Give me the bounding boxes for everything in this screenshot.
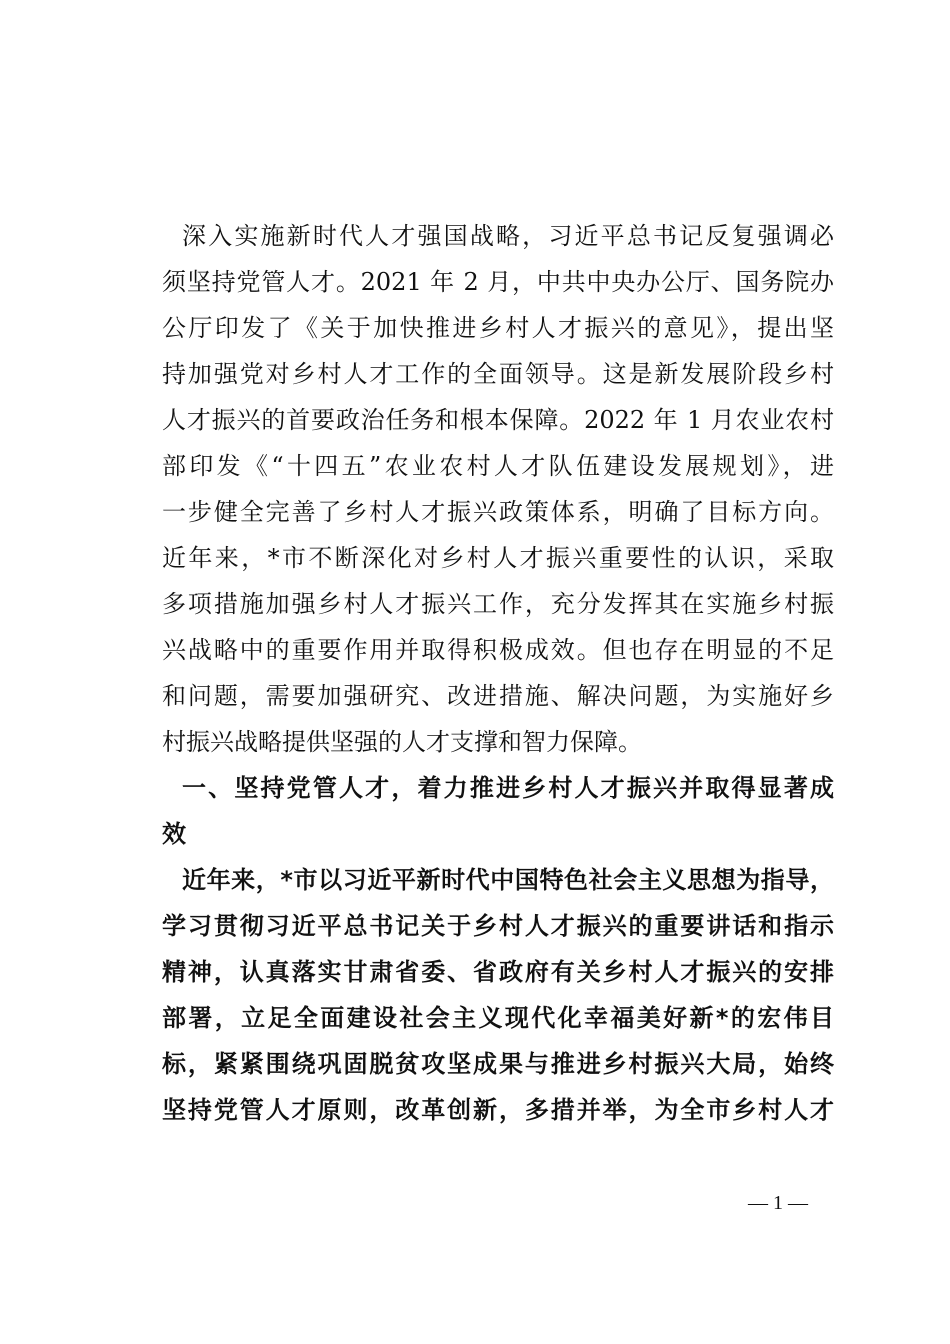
section-body-line: 近年来，*市以习近平新时代中国特色社会主义思想为指导， [182,866,834,894]
intro-line: 人才振兴的首要政治任务和根本保障。2022 年 1 月农业农村 [162,406,834,434]
section-body-line: 学习贯彻习近平总书记关于乡村人才振兴的重要讲话和指示 [162,912,834,940]
section-heading: 一、坚持党管人才，着力推进乡村人才振兴并取得显著成 [182,774,834,802]
section-body-line: 标，紧紧围绕巩固脱贫攻坚成果与推进乡村振兴大局，始终 [162,1050,834,1078]
section-body-line: 部署，立足全面建设社会主义现代化幸福美好新*的宏伟目 [162,1004,834,1032]
intro-line: 须坚持党管人才。2021 年 2 月，中共中央办公厅、国务院办 [162,268,834,296]
intro-line: 多项措施加强乡村人才振兴工作，充分发挥其在实施乡村振 [162,590,834,618]
intro-line: 近年来，*市不断深化对乡村人才振兴重要性的认识，采取 [162,544,834,572]
intro-line: 一步健全完善了乡村人才振兴政策体系，明确了目标方向。 [162,498,834,526]
intro-line: 兴战略中的重要作用并取得积极成效。但也存在明显的不足 [162,636,834,664]
page-number-text: — 1 — [748,1192,808,1214]
section-heading: 效 [162,820,186,848]
section-body-line: 坚持党管人才原则，改革创新，多措并举，为全市乡村人才 [162,1096,834,1124]
intro-line: 深入实施新时代人才强国战略，习近平总书记反复强调必 [182,222,834,250]
section-body-line: 精神，认真落实甘肃省委、省政府有关乡村人才振兴的安排 [162,958,834,986]
intro-line: 持加强党对乡村人才工作的全面领导。这是新发展阶段乡村 [162,360,834,388]
intro-line: 部印发《“十四五”农业农村人才队伍建设发展规划》，进 [162,452,834,480]
intro-line: 公厅印发了《关于加快推进乡村人才振兴的意见》，提出坚 [162,314,834,342]
intro-line: 和问题，需要加强研究、改进措施、解决问题，为实施好乡 [162,682,834,710]
intro-line: 村振兴战略提供坚强的人才支撑和智力保障。 [162,728,642,756]
